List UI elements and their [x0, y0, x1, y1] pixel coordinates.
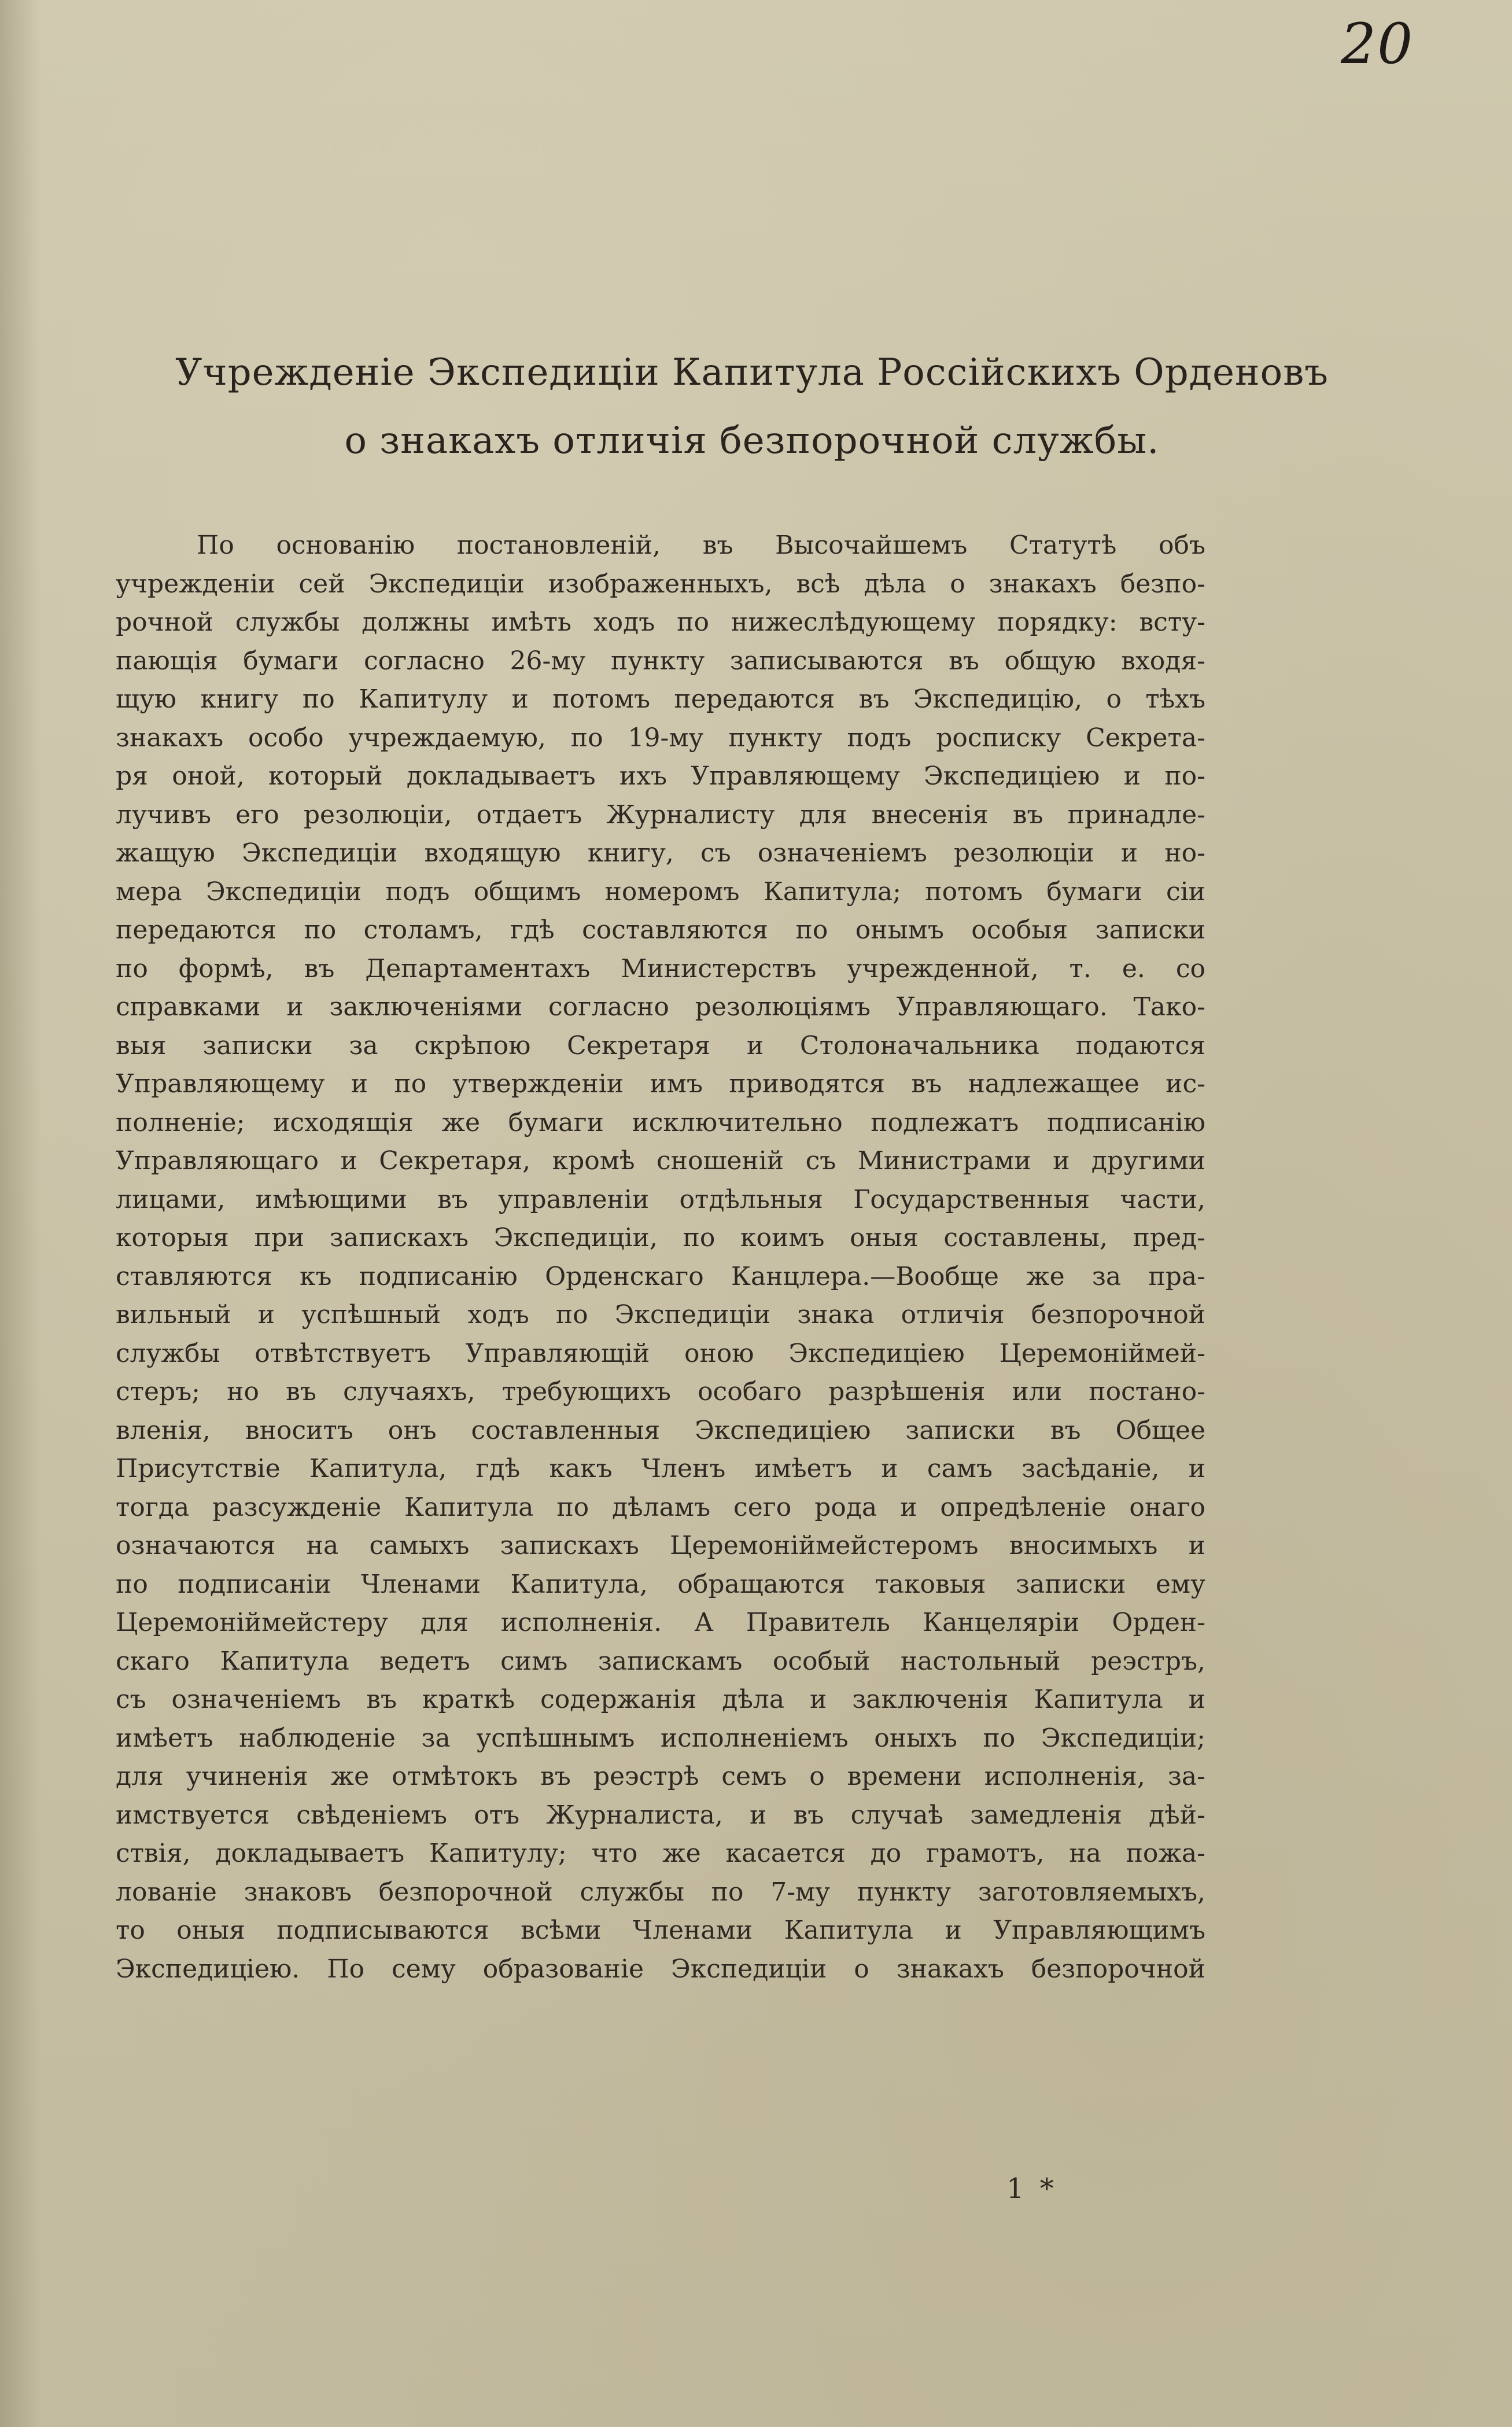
- body-line: которыя при запискахъ Экспедиціи, по коимъ оныя составлены, пред-: [116, 1223, 1205, 1253]
- body-line: скаго Капитула ведетъ симъ запискамъ особый настольный реэстръ,: [116, 1646, 1205, 1676]
- title-line-1: Учрежденіе Экспедиціи Капитула Россійскихъ Орденовъ: [175, 351, 1329, 394]
- body-line: лицами, имѣющими въ управленіи отдѣльныя Государственныя части,: [116, 1184, 1205, 1214]
- body-line: службы отвѣтствуетъ Управляющій оною Экспедиціею Церемоніймей-: [116, 1338, 1205, 1368]
- body-line: имствуется свѣденіемъ отъ Журналиста, и въ случаѣ замедленія дѣй-: [116, 1800, 1205, 1830]
- body-line: ря оной, который докладываетъ ихъ Управляющему Экспедиціею и по-: [116, 761, 1205, 791]
- body-line: ствія, докладываетъ Капитулу; что же касается до грамотъ, на пожа-: [116, 1839, 1205, 1868]
- body-line: рочной службы должны имѣть ходъ по нижеслѣдующему порядку: всту-: [116, 607, 1205, 637]
- body-line: мера Экспедиціи подъ общимъ номеромъ Капитула; потомъ бумаги сіи: [116, 876, 1205, 907]
- body-line: лованіе знаковъ безпорочной службы по 7-му пункту заготовляемыхъ,: [116, 1877, 1205, 1907]
- title-line-2: о знакахъ отличія безпорочной службы.: [344, 419, 1160, 462]
- folio-number: 20: [1341, 12, 1414, 76]
- body-line: выя записки за скрѣпою Секретаря и Столоначальника подаются: [116, 1030, 1205, 1060]
- body-paragraph: [116, 526, 1205, 1988]
- body-line: вильный и успѣшный ходъ по Экспедиціи знака отличія безпорочной: [116, 1300, 1205, 1329]
- body-line: По основанію постановленій, въ Высочайшемъ Статутѣ объ: [197, 531, 1205, 560]
- body-line: лучивъ его резолюціи, отдаетъ Журналисту для внесенія въ принадле-: [116, 800, 1205, 830]
- body-line: Управляющаго и Секретаря, кромѣ сношеній съ Министрами и другими: [116, 1146, 1205, 1176]
- document-title: [116, 338, 1388, 475]
- body-line: ставляются къ подписанію Орденскаго Канцлера.—Вообще же за пра-: [116, 1261, 1205, 1291]
- body-line: Экспедиціею. По сему образованіе Экспедиціи о знакахъ безпорочной: [116, 1954, 1205, 1984]
- body-line: стеръ; но въ случаяхъ, требующихъ особаго разрѣшенія или постано-: [116, 1377, 1205, 1406]
- body-line: для учиненія же отмѣтокъ въ реэстрѣ семъ о времени исполненія, за-: [116, 1762, 1205, 1791]
- body-line: то оныя подписываются всѣми Членами Капитула и Управляющимъ: [116, 1916, 1205, 1945]
- body-line: имѣетъ наблюденіе за успѣшнымъ исполненіемъ оныхъ по Экспедиціи;: [116, 1723, 1205, 1753]
- body-line: Управляющему и по утвержденіи имъ приводятся въ надлежащее ис-: [116, 1069, 1205, 1099]
- body-line: передаются по столамъ, гдѣ составляются по онымъ особыя записки: [116, 915, 1205, 945]
- body-line: по подписаніи Членами Капитула, обращаются таковыя записки ему: [116, 1569, 1205, 1599]
- body-line: справками и заключеніями согласно резолюціямъ Управляющаго. Тако-: [116, 992, 1205, 1022]
- body-line: Присутствіе Капитула, гдѣ какъ Членъ имѣетъ и самъ засѣданіе, и: [116, 1454, 1205, 1483]
- body-line: по формѣ, въ Департаментахъ Министерствъ учрежденной, т. е. со: [116, 953, 1205, 984]
- body-line: Церемоніймейстеру для исполненія. А Правитель Канцеляріи Орден-: [116, 1608, 1205, 1637]
- body-line: тогда разсужденіе Капитула по дѣламъ сего рода и опредѣленіе онаго: [116, 1492, 1205, 1522]
- body-line: вленія, вноситъ онъ составленныя Экспедиціею записки въ Общее: [116, 1415, 1205, 1445]
- body-line: пающія бумаги согласно 26-му пункту записываются въ общую входя-: [116, 646, 1205, 676]
- body-line: жащую Экспедиціи входящую книгу, съ означеніемъ резолюціи и но-: [116, 838, 1205, 868]
- body-line: щую книгу по Капитулу и потомъ передаются въ Экспедицію, о тѣхъ: [116, 684, 1205, 714]
- body-line: полненіе; исходящія же бумаги исключительно подлежатъ подписанію: [116, 1107, 1205, 1137]
- body-line: означаются на самыхъ запискахъ Церемоніймейстеромъ вносимыхъ и: [116, 1531, 1205, 1560]
- body-line: знакахъ особо учреждаемую, по 19-му пункту подъ росписку Секрета-: [116, 723, 1205, 753]
- body-line: съ означеніемъ въ краткѣ содержанія дѣла и заключенія Капитула и: [116, 1685, 1205, 1714]
- body-line: учрежденіи сей Экспедиціи изображенныхъ, всѣ дѣла о знакахъ безпо-: [116, 569, 1205, 599]
- signature-mark: 1 *: [1006, 2172, 1057, 2205]
